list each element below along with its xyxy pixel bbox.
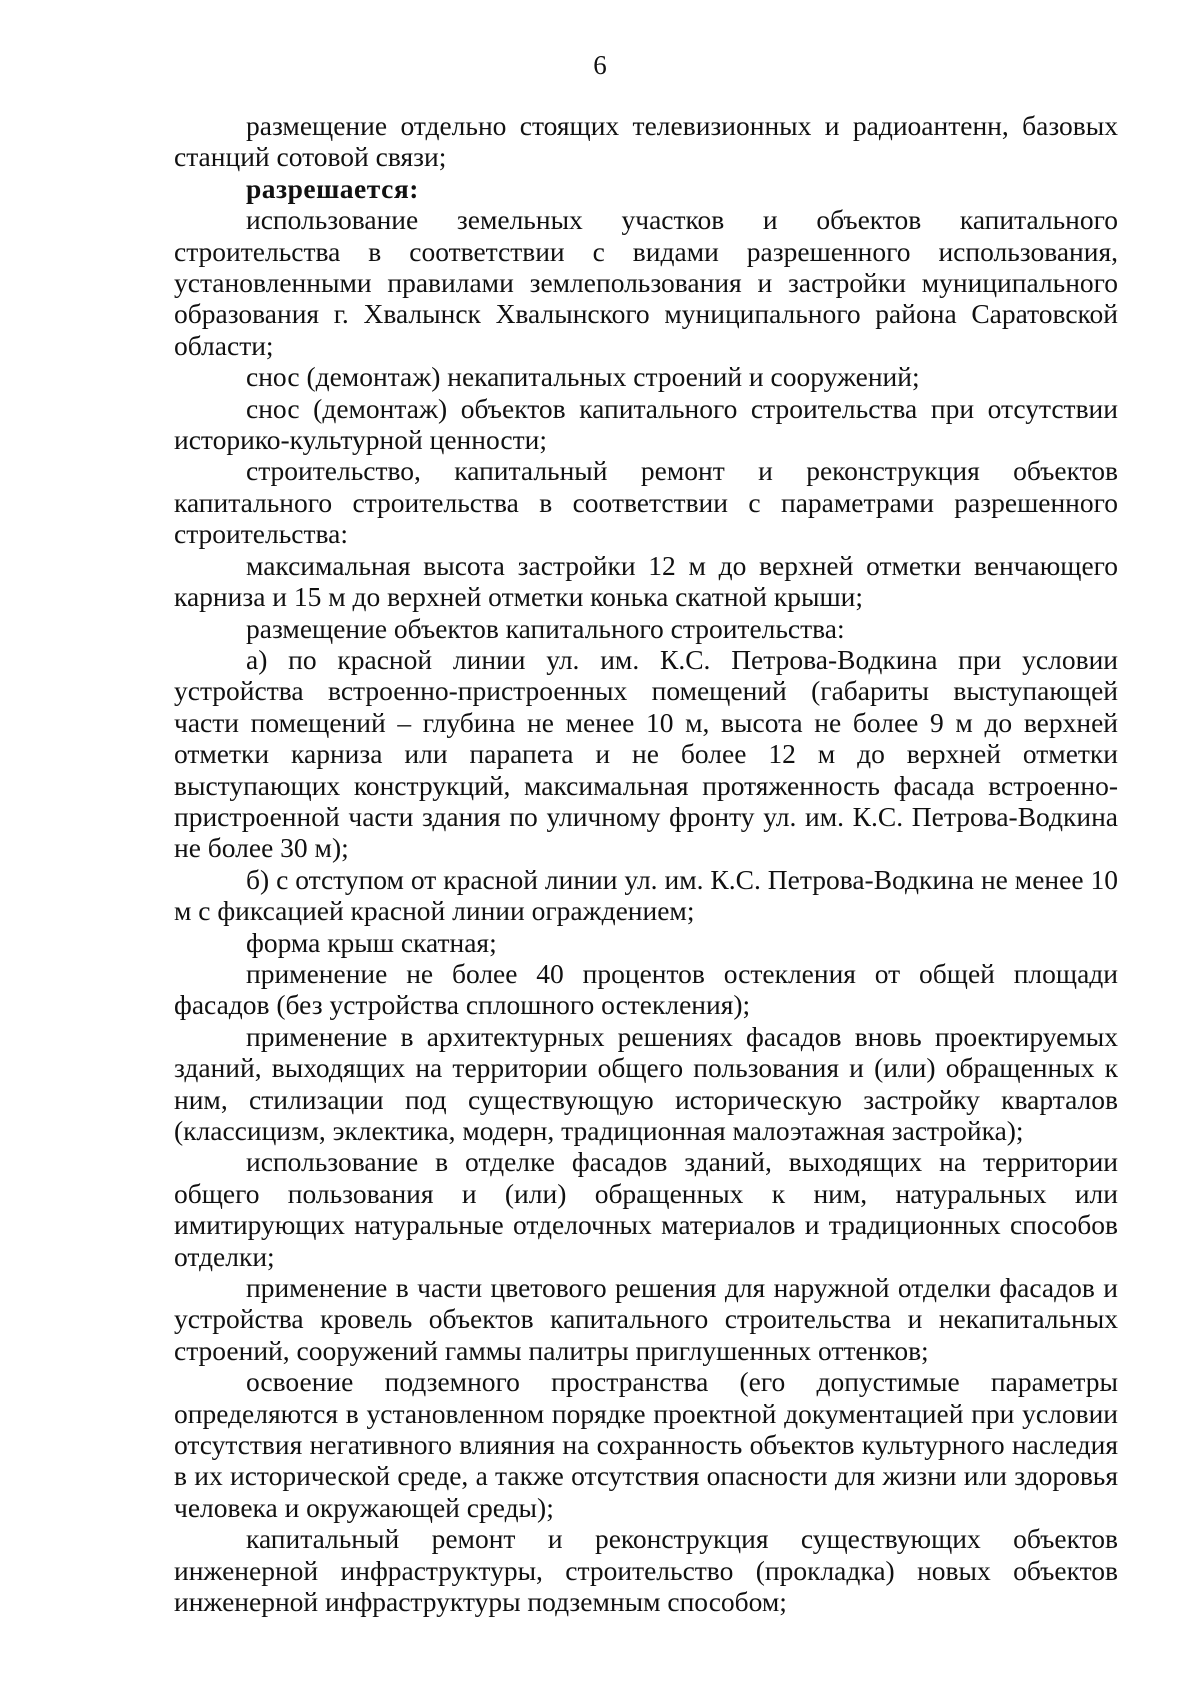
heading-permitted: разрешается: [246, 172, 419, 204]
paragraph-demolition-capital: снос (демонтаж) объектов капитального строительства при отсутствии историко-культурной ценности; [174, 392, 1118, 456]
paragraph-roof-form: форма крыш скатная; [246, 926, 497, 958]
paragraph-underground: освоение подземного пространства (его допустимые параметры определяются в установленном порядке проектной документацией при условии отсутствия негативного влияния на сохранность объектов культурного наследия в их исторической среде, а также отсутствия опасности для жизни или здоровья человека и окружающей среды); [174, 1366, 1118, 1523]
paragraph-architecture: применение в архитектурных решениях фасадов вновь проектируемых зданий, выходящих на территории общего пользования и (или) обращенных к ним, стилизации под существующую историческую застройку кварталов (классицизм, эклектика, модерн, традиционная малоэтажная застройка); [174, 1020, 1118, 1146]
document-body [174, 110, 1118, 1618]
paragraph-placement-a: а) по красной линии ул. им. К.С. Петрова-Водкина при условии устройства встроенно-пристроенных помещений (габариты выступающей части помещений – глубина не менее 10 м, высота не более 9 м до верхней отметки карниза или парапета и не более 12 м до верхней отметки выступающих конструкций, максимальная протяженность фасада встроенно-пристроенной части здания по уличному фронту ул. им. К.С. Петрова-Водкина не более 30 м); [174, 643, 1118, 864]
paragraph-land-use: использование земельных участков и объектов капитального строительства в соответствии с видами разрешенного использования, установленными правилами землепользования и застройки муниципального образования г. Хвалынск Хвалынского муниципального района Саратовской области; [174, 204, 1118, 361]
paragraph-glazing: применение не более 40 процентов остекления от общей площади фасадов (без устройства сплошного остекления); [174, 957, 1118, 1021]
paragraph-placement: размещение объектов капитального строительства: [246, 612, 845, 644]
paragraph-demolition-temporary: снос (демонтаж) некапитальных строений и сооружений; [246, 361, 920, 393]
paragraph-facade-materials: использование в отделке фасадов зданий, выходящих на территории общего пользования и (или) обращенных к ним, натуральных или имитирующих натуральные отделочных материалов и традиционных способов отделки; [174, 1146, 1118, 1272]
paragraph-infrastructure: капитальный ремонт и реконструкция существующих объектов инженерной инфраструктуры, строительство (прокладка) новых объектов инженерной инфраструктуры подземным способом; [174, 1523, 1118, 1618]
paragraph-placement-b: б) с отступом от красной линии ул. им. К.С. Петрова-Водкина не менее 10 м с фиксацией красной линии ограждением; [174, 863, 1118, 927]
page-number: 6 [593, 50, 607, 80]
paragraph-antennas: размещение отдельно стоящих телевизионных и радиоантенн, базовых станций сотовой связи; [174, 110, 1118, 173]
paragraph-color: применение в части цветового решения для наружной отделки фасадов и устройства кровель объектов капитального строительства и некапитальных строений, сооружений гаммы палитры приглушенных оттенков; [174, 1272, 1118, 1366]
paragraph-construction: строительство, капитальный ремонт и реконструкция объектов капитального строительства в соответствии с параметрами разрешенного строительства: [174, 455, 1118, 550]
paragraph-max-height: максимальная высота застройки 12 м до верхней отметки венчающего карниза и 15 м до верхней отметки конька скатной крыши; [174, 549, 1118, 613]
